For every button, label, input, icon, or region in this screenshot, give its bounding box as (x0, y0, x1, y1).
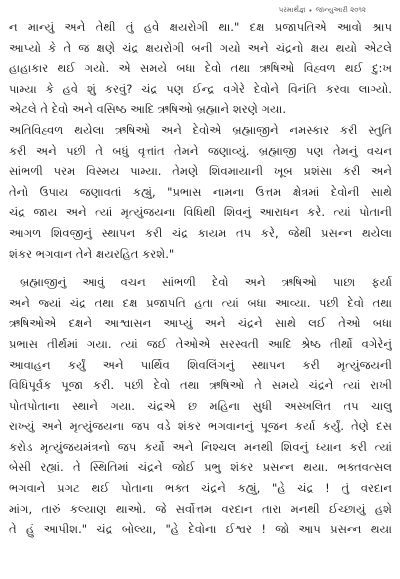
text-line: ભગવાને પ્રગટ થઈ પોતાના ભક્ત ચંદ્રને કહ્યું, "હે ચંદ્ર ! તું વરદાન (9, 481, 392, 496)
text-line: કરી અને પછી તે બધું વૃત્તાંત તેમને જણાવ્યું. બ્રહ્માજી પણ તેમનું વચન (9, 143, 392, 158)
text-line: ન માન્યું અને તેથી તું હવે ક્ષયરોગી થા." દક્ષ પ્રજાપતિએ આવો શ્રાપ (9, 20, 392, 34)
text-line: તેનો ઉપાય જણાવતાં કહ્યું, "પ્રભાસ નામના ઉત્તમ ક્ષેત્રમાં દેવોની સાથે (9, 184, 392, 199)
text-line: આપ્યો કે તે જ ક્ષણે ચંદ્ર ક્ષયરોગી બની ગયો અને ચંદ્રનો ક્ષય થયો એટલે (9, 40, 392, 55)
text-line: અને જ્યાં ચંદ્ર તથા દક્ષ પ્રજાપતિ હતા ત્યાં બધા આવ્યા. પછી દેવો તથા (9, 295, 392, 310)
paragraph-1 (9, 17, 392, 264)
header-magazine-name: પરમાર્થજ્ઞ (278, 6, 306, 14)
text-line: શંકર ભગવાન તેને ક્ષયરહિત કરશે." (9, 246, 175, 261)
text-line: તે હું આપીશ." ચંદ્ર બોલ્યા, "હે દેવોના ઈશ્વર ! જો આપ પ્રસન્ન થયા (9, 522, 392, 537)
text-line: આગળ શિવજીનું સ્થાપન કરી ચંદ્ર કાયમ તપ કરે, જેથી પ્રસન્ન થયેલા (9, 225, 392, 240)
text-line: હાહાકાર થઈ ગયો. એ સમયે બધા દેવો તથા ઋષિઓ વિહ્વળ થઈ દુ:ખ (9, 61, 392, 76)
text-line: વિધિપૂર્વક પૂજા કરી. પછી દેવો તથા ઋષિઓ તે સમયે ચંદ્રને ત્યાં રાખી (9, 378, 392, 393)
text-line: ચંદ્ર જાય અને ત્યાં મૃત્યુંજયના વિધિથી શિવનું આરાધન કરે. ત્યાં પોતાની (9, 205, 392, 220)
header-issue-date: જાન્યુઆરી ૨૦૧૨ (315, 6, 366, 14)
header-separator: • (308, 6, 313, 15)
text-line: એટલે તે દેવો અને વસિષ્ઠ આદિ ઋષિઓ બ્રહ્માને શરણે ગયા. (9, 102, 287, 117)
text-line: પ્રભાસ તીર્થમાં ગયા. ત્યાં જઈ તેઓએ સરસ્વતી આદિ શ્રેષ્ઠ તીર્થો વગેરેનું (9, 336, 392, 351)
text-line: ઋષિઓએ દક્ષને આશ્વાસન આપ્યું અને ચંદ્રને સાથે લઈ તેઓ બધા (9, 316, 392, 331)
text-line: પામ્યા કે હવે શું કરવું? ચંદ્ર પણ ઈન્દ્ર વગેરે દેવોને વિનંતિ કરવા લાગ્યો. (9, 81, 392, 96)
text-line: કરોડ મૃત્યુંજયમંત્રનો જપ કર્યો અને નિશ્ચલ મનથી શિવનું ધ્યાન કરી ત્યાં (9, 439, 392, 454)
text-line: આવાહન કર્યું અને પાર્થિવ શિવલિંગનું સ્થાપન કરી મૃત્યુંજયની (9, 357, 392, 372)
running-header (9, 0, 392, 17)
text-line: બેસી રહ્યાં. તે સ્થિતિમાં ચંદ્રને જોઈ પ્રભુ શંકર પ્રસન્ન થયા. ભક્તવત્સલ (9, 460, 392, 475)
text-line: બ્રહ્માજીનું આવું વચન સાંભળી દેવો અને ઋષિઓ પાછા ફર્યા (20, 275, 392, 290)
text-line: માંગ, તારું કલ્યાણ થાઓ. જે સર્વોત્તમ વરદાન તારા મનથી ઈચ્છાયું હશે (9, 501, 392, 516)
text-line: સાંભળી પરમ વિસ્મય પામ્યા. તેમણે શિવમાયાની ખૂબ પ્રશંસા કરી અને (9, 164, 392, 179)
paragraph-2 (9, 272, 392, 540)
text-line: રાખ્યું અને મૃત્યુંજયના જપ વડે શંકર ભગવાનનું પૂજન કર્યા કર્યું. તેણે દસ (9, 419, 392, 434)
text-line: પોતપોતાના સ્થાને ગયા. ચંદ્રએ છ મહિના સુધી અસ્ખલિત તપ ચાલુ (9, 398, 392, 413)
text-line: અતિવિહ્વળ થયેલા ઋષિઓ અને દેવોએ બ્રહ્માજીને નમસ્કાર કરી સ્તુતિ (9, 122, 392, 137)
